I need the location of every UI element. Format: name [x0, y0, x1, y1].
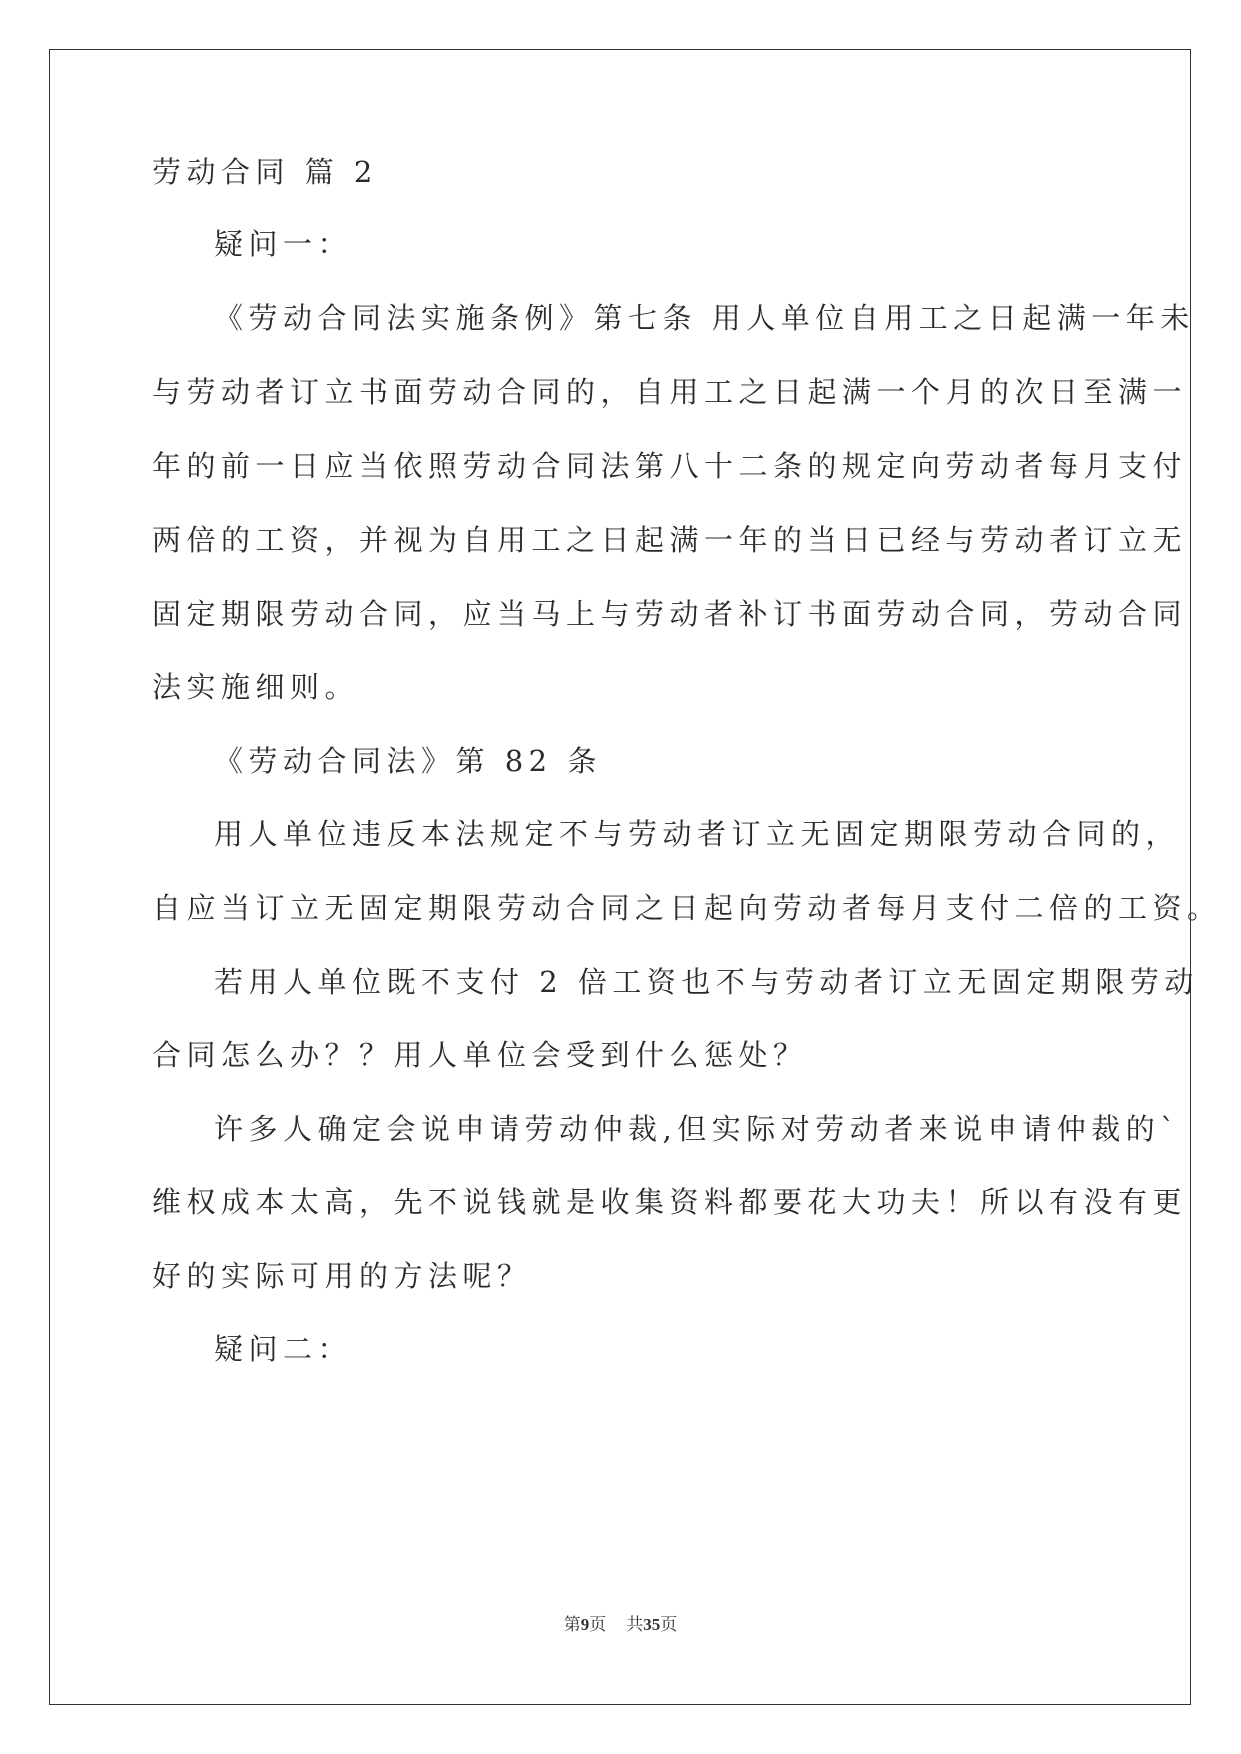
paragraph-line: 维权成本太高，先不说钱就是收集资料都要花大功夫！所以有没有更	[152, 1185, 1188, 1219]
paragraph-line: 自应当订立无固定期限劳动合同之日起向劳动者每月支付二倍的工资。	[152, 891, 1222, 925]
question-two-heading: 疑问二：	[214, 1332, 353, 1366]
paragraph-line: 若用人单位既不支付 2 倍工资也不与劳动者订立无固定期限劳动	[214, 965, 1199, 999]
paragraph-line: 法实施细则。	[152, 670, 360, 704]
paragraph-line: 固定期限劳动合同，应当马上与劳动者补订书面劳动合同，劳动合同	[152, 597, 1188, 631]
footer-total-suffix: 页	[660, 1615, 678, 1634]
paragraph-line: 与劳动者订立书面劳动合同的，自用工之日起满一个月的次日至满一	[152, 375, 1188, 409]
paragraph-line: 两倍的工资，并视为自用工之日起满一年的当日已经与劳动者订立无	[152, 523, 1188, 557]
law-article-heading: 《劳动合同法》第 82 条	[214, 744, 602, 778]
paragraph-line: 年的前一日应当依照劳动合同法第八十二条的规定向劳动者每月支付	[152, 449, 1188, 483]
section-heading: 劳动合同 篇 2	[152, 155, 378, 189]
paragraph-line: 合同怎么办？？用人单位会受到什么惩处？	[152, 1038, 808, 1072]
footer-total-number: 35	[643, 1615, 661, 1634]
paragraph-line: 好的实际可用的方法呢？	[152, 1259, 532, 1293]
question-one-heading: 疑问一：	[214, 227, 353, 261]
paragraph-line: 用人单位违反本法规定不与劳动者订立无固定期限劳动合同的，	[214, 817, 1181, 851]
paragraph-line: 《劳动合同法实施条例》第七条 用人单位自用工之日起满一年未	[214, 301, 1195, 335]
footer-total-prefix: 共	[626, 1615, 644, 1634]
page-footer	[0, 1614, 1241, 1636]
footer-page-number: 9	[580, 1615, 590, 1634]
footer-page-suffix: 页	[589, 1615, 607, 1634]
footer-page-prefix: 第	[563, 1615, 581, 1634]
paragraph-line: 许多人确定会说申请劳动仲裁,但实际对劳动者来说申请仲裁的`	[214, 1112, 1181, 1146]
